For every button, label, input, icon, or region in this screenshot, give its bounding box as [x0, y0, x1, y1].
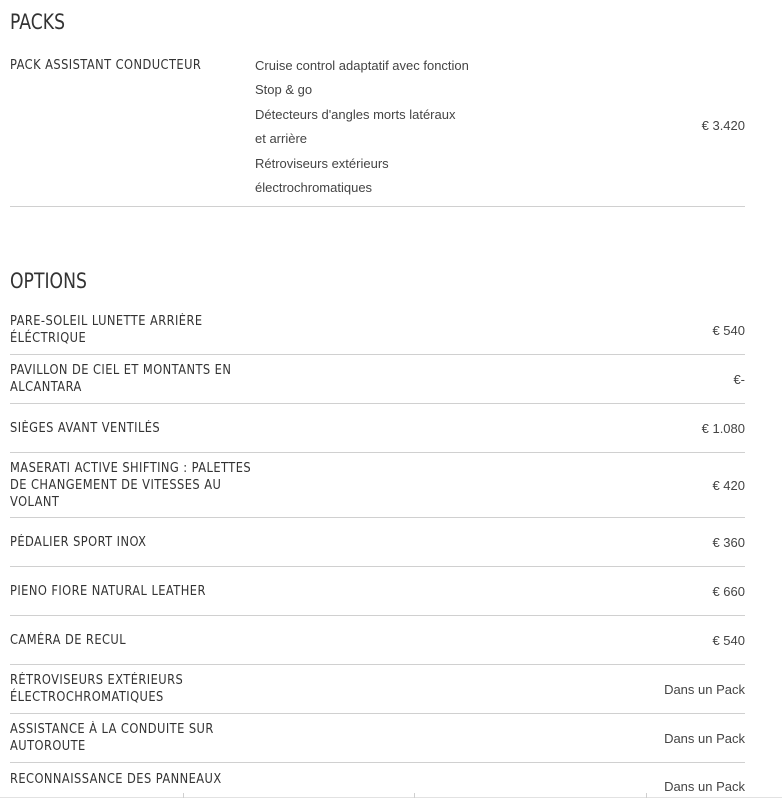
- option-price: Dans un Pack: [664, 730, 745, 746]
- option-price: € 540: [712, 322, 745, 338]
- option-name: PÉDALIER SPORT INOX: [10, 534, 147, 550]
- option-name: CAMÉRA DE RECUL: [10, 632, 127, 648]
- option-row: [10, 518, 745, 567]
- option-price: € 1.080: [701, 420, 745, 436]
- option-row: [10, 665, 745, 714]
- option-price: € 420: [712, 477, 745, 493]
- column-divider: [183, 793, 184, 798]
- option-price: €-: [733, 371, 745, 387]
- option-row: [10, 714, 745, 763]
- option-name: SIÈGES AVANT VENTILÉS: [10, 420, 161, 436]
- options-list: [10, 306, 745, 803]
- option-name: PAVILLON DE CIEL ET MONTANTS EN ALCANTARA: [10, 363, 232, 395]
- option-row: [10, 404, 745, 453]
- pack-description-line: et arrière: [255, 131, 308, 147]
- option-row: [10, 306, 745, 355]
- option-price: Dans un Pack: [664, 779, 745, 794]
- column-divider: [414, 793, 415, 798]
- option-name: ASSISTANCE À LA CONDUITE SUR AUTOROUTE: [10, 722, 214, 754]
- pack-description-line: électrochromatiques: [255, 180, 373, 196]
- option-row: [10, 567, 745, 616]
- pack-name: PACK ASSISTANT CONDUCTEUR: [10, 58, 202, 73]
- option-name: PIENO FIORE NATURAL LEATHER: [10, 583, 206, 599]
- option-price: € 540: [712, 632, 745, 648]
- pack-price: € 3.420: [701, 118, 745, 133]
- pack-description-line: Détecteurs d'angles morts latéraux: [255, 106, 456, 122]
- option-row: [10, 355, 745, 404]
- pack-description: [255, 54, 515, 200]
- option-name: MASERATI ACTIVE SHIFTING : PALETTES DE CHANGEMENT DE VITESSES AU VOLANT: [10, 460, 252, 510]
- option-name: RECONNAISSANCE DES PANNEAUX: [10, 772, 222, 787]
- packs-title: PACKS: [10, 10, 66, 34]
- option-name: RÉTROVISEURS EXTÉRIEURS ÉLECTROCHROMATIQUES: [10, 673, 184, 705]
- option-row: [10, 453, 745, 518]
- pack-description-line: Rétroviseurs extérieurs: [255, 155, 389, 171]
- bottom-divider: [0, 797, 782, 798]
- option-price: Dans un Pack: [664, 681, 745, 697]
- pack-row: [10, 52, 745, 207]
- options-title: OPTIONS: [10, 269, 87, 293]
- option-row: [10, 616, 745, 665]
- pack-description-line: Stop & go: [255, 82, 313, 98]
- option-price: € 360: [712, 534, 745, 550]
- pack-description-line: Cruise control adaptatif avec fonction: [255, 58, 469, 73]
- option-price: € 660: [712, 583, 745, 599]
- column-divider: [646, 793, 647, 798]
- option-name: PARE-SOLEIL LUNETTE ARRIÈRE ÉLÉCTRIQUE: [10, 314, 203, 346]
